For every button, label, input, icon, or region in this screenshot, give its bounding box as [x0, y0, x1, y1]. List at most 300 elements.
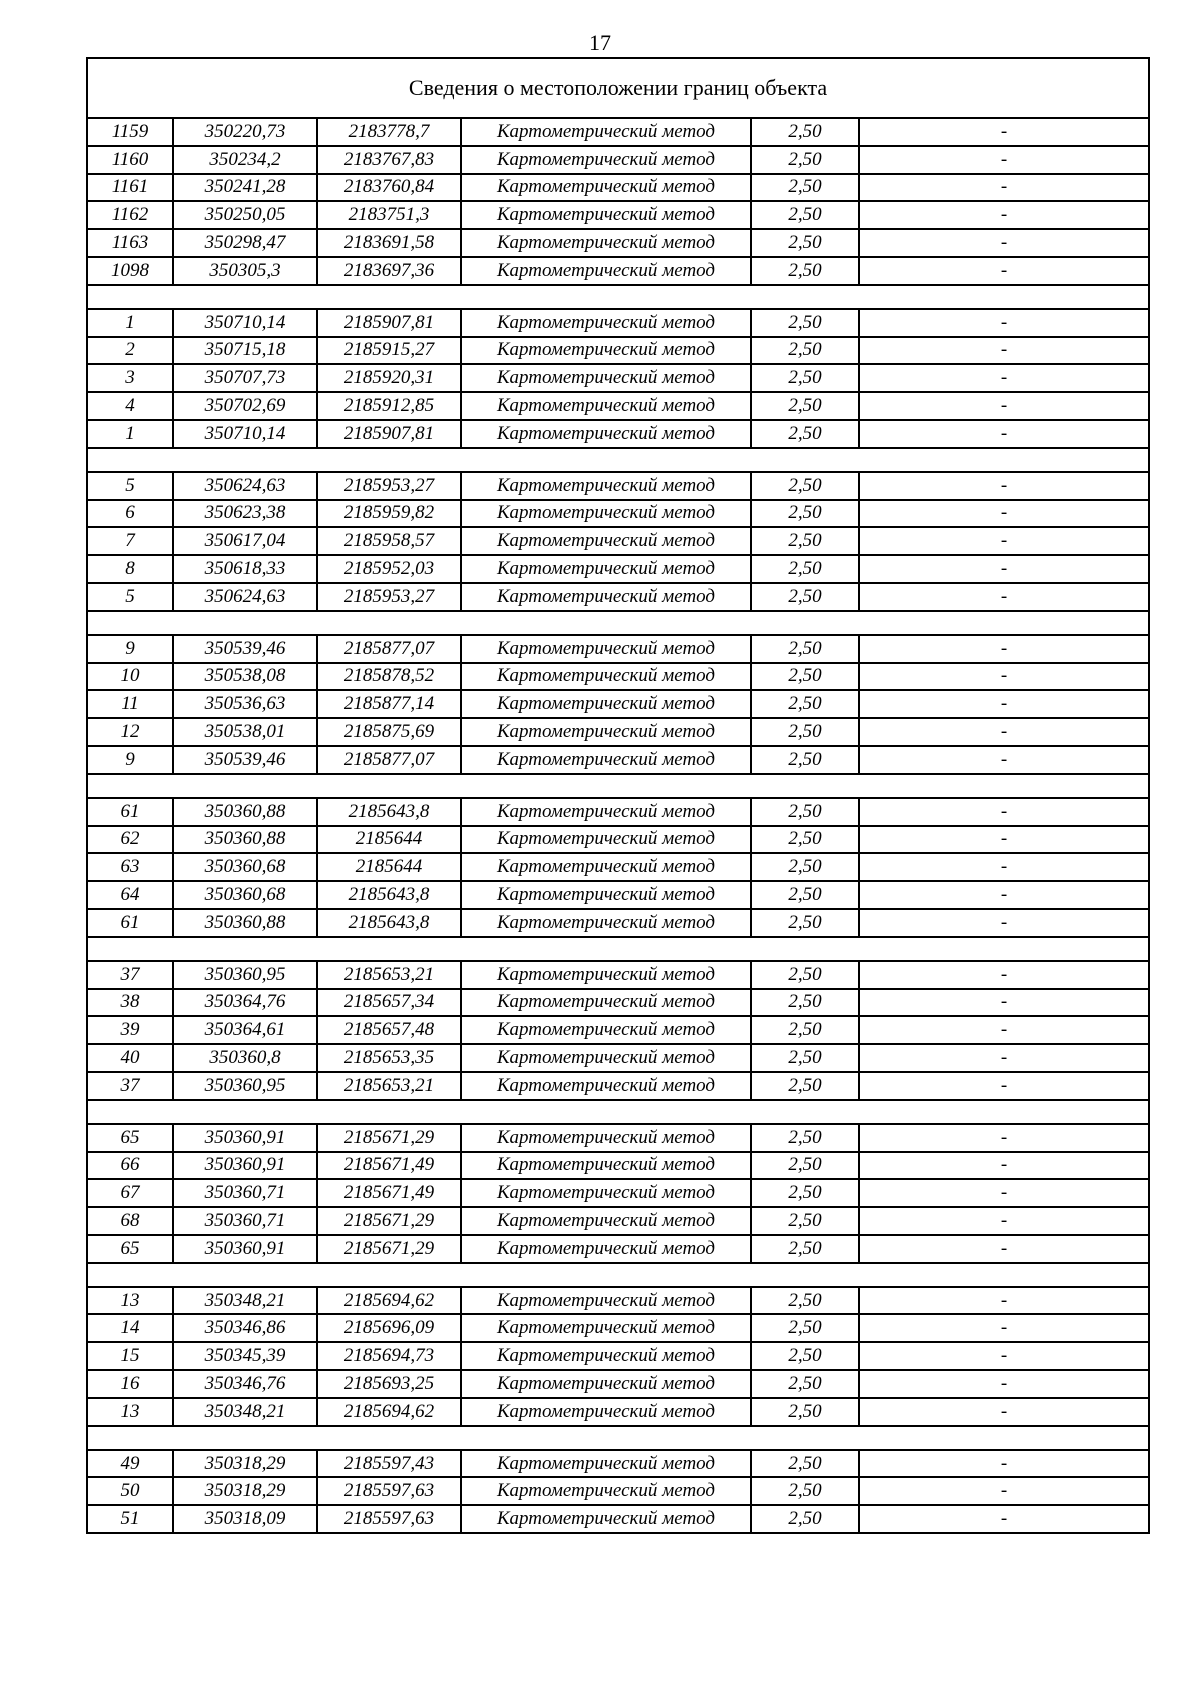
method-cell: Картометрический метод: [461, 174, 751, 202]
x-coordinate-cell: 350318,09: [173, 1505, 317, 1533]
point-number-cell: 39: [87, 1016, 173, 1044]
table-row: [87, 853, 1149, 881]
method-cell: Картометрический метод: [461, 663, 751, 691]
point-number-cell: 1163: [87, 229, 173, 257]
y-coordinate-cell: 2185877,14: [317, 690, 461, 718]
table-row: [87, 337, 1149, 365]
x-coordinate-cell: 350617,04: [173, 527, 317, 555]
method-cell: Картометрический метод: [461, 1152, 751, 1180]
description-cell: -: [859, 420, 1149, 448]
accuracy-cell: 2,50: [751, 1207, 859, 1235]
method-cell: Картометрический метод: [461, 420, 751, 448]
point-number-cell: 14: [87, 1314, 173, 1342]
accuracy-cell: 2,50: [751, 909, 859, 937]
y-coordinate-cell: 2185878,52: [317, 663, 461, 691]
description-cell: -: [859, 1342, 1149, 1370]
x-coordinate-cell: 350364,76: [173, 989, 317, 1017]
accuracy-cell: 2,50: [751, 201, 859, 229]
description-cell: -: [859, 881, 1149, 909]
table-row: [87, 1072, 1149, 1100]
group-separator-cell: [87, 1100, 1149, 1124]
method-cell: Картометрический метод: [461, 718, 751, 746]
method-cell: Картометрический метод: [461, 1477, 751, 1505]
table-header-row: [87, 58, 1149, 118]
table-row: [87, 635, 1149, 663]
method-cell: Картометрический метод: [461, 1016, 751, 1044]
description-cell: -: [859, 909, 1149, 937]
point-number-cell: 6: [87, 500, 173, 528]
description-cell: -: [859, 1314, 1149, 1342]
accuracy-cell: 2,50: [751, 690, 859, 718]
accuracy-cell: 2,50: [751, 1072, 859, 1100]
y-coordinate-cell: 2185671,29: [317, 1235, 461, 1263]
x-coordinate-cell: 350318,29: [173, 1477, 317, 1505]
description-cell: -: [859, 309, 1149, 337]
description-cell: -: [859, 527, 1149, 555]
y-coordinate-cell: 2185671,49: [317, 1152, 461, 1180]
description-cell: -: [859, 118, 1149, 146]
y-coordinate-cell: 2183767,83: [317, 146, 461, 174]
x-coordinate-cell: 350346,86: [173, 1314, 317, 1342]
point-number-cell: 64: [87, 881, 173, 909]
x-coordinate-cell: 350624,63: [173, 583, 317, 611]
group-separator-row: [87, 774, 1149, 798]
y-coordinate-cell: 2183760,84: [317, 174, 461, 202]
accuracy-cell: 2,50: [751, 663, 859, 691]
method-cell: Картометрический метод: [461, 635, 751, 663]
point-number-cell: 9: [87, 746, 173, 774]
table-row: [87, 1477, 1149, 1505]
description-cell: -: [859, 1152, 1149, 1180]
accuracy-cell: 2,50: [751, 1152, 859, 1180]
y-coordinate-cell: 2185694,62: [317, 1398, 461, 1426]
accuracy-cell: 2,50: [751, 1370, 859, 1398]
group-separator-cell: [87, 1426, 1149, 1450]
y-coordinate-cell: 2185671,29: [317, 1207, 461, 1235]
point-number-cell: 51: [87, 1505, 173, 1533]
method-cell: Картометрический метод: [461, 961, 751, 989]
page-number: 17: [589, 30, 611, 55]
x-coordinate-cell: 350539,46: [173, 635, 317, 663]
group-separator-cell: [87, 774, 1149, 798]
table-row: [87, 989, 1149, 1017]
y-coordinate-cell: 2185653,35: [317, 1044, 461, 1072]
accuracy-cell: 2,50: [751, 1124, 859, 1152]
table-row: [87, 1152, 1149, 1180]
y-coordinate-cell: 2185597,43: [317, 1450, 461, 1478]
table-row: [87, 1044, 1149, 1072]
method-cell: Картометрический метод: [461, 1044, 751, 1072]
x-coordinate-cell: 350360,88: [173, 909, 317, 937]
table-row: [87, 1314, 1149, 1342]
y-coordinate-cell: 2185653,21: [317, 1072, 461, 1100]
x-coordinate-cell: 350360,71: [173, 1179, 317, 1207]
x-coordinate-cell: 350345,39: [173, 1342, 317, 1370]
x-coordinate-cell: 350360,95: [173, 961, 317, 989]
table-row: [87, 174, 1149, 202]
accuracy-cell: 2,50: [751, 257, 859, 285]
y-coordinate-cell: 2185671,49: [317, 1179, 461, 1207]
table-row: [87, 527, 1149, 555]
table-row: [87, 1370, 1149, 1398]
table-title: Сведения о местоположении границ объекта: [87, 58, 1149, 118]
method-cell: Картометрический метод: [461, 583, 751, 611]
method-cell: Картометрический метод: [461, 527, 751, 555]
description-cell: -: [859, 989, 1149, 1017]
description-cell: -: [859, 746, 1149, 774]
table-row: [87, 500, 1149, 528]
x-coordinate-cell: 350348,21: [173, 1287, 317, 1315]
description-cell: -: [859, 798, 1149, 826]
point-number-cell: 50: [87, 1477, 173, 1505]
accuracy-cell: 2,50: [751, 826, 859, 854]
accuracy-cell: 2,50: [751, 583, 859, 611]
method-cell: Картометрический метод: [461, 1072, 751, 1100]
point-number-cell: 1159: [87, 118, 173, 146]
y-coordinate-cell: 2185644: [317, 826, 461, 854]
method-cell: Картометрический метод: [461, 229, 751, 257]
x-coordinate-cell: 350298,47: [173, 229, 317, 257]
group-separator-cell: [87, 448, 1149, 472]
y-coordinate-cell: 2185915,27: [317, 337, 461, 365]
table-row: [87, 555, 1149, 583]
y-coordinate-cell: 2185953,27: [317, 472, 461, 500]
y-coordinate-cell: 2185657,48: [317, 1016, 461, 1044]
method-cell: Картометрический метод: [461, 392, 751, 420]
point-number-cell: 38: [87, 989, 173, 1017]
point-number-cell: 11: [87, 690, 173, 718]
accuracy-cell: 2,50: [751, 118, 859, 146]
accuracy-cell: 2,50: [751, 1016, 859, 1044]
method-cell: Картометрический метод: [461, 1179, 751, 1207]
group-separator-row: [87, 1263, 1149, 1287]
method-cell: Картометрический метод: [461, 826, 751, 854]
x-coordinate-cell: 350360,91: [173, 1235, 317, 1263]
method-cell: Картометрический метод: [461, 146, 751, 174]
boundary-coordinates-table: [86, 57, 1150, 1534]
table-row: [87, 1398, 1149, 1426]
point-number-cell: 12: [87, 718, 173, 746]
y-coordinate-cell: 2185643,8: [317, 909, 461, 937]
method-cell: Картометрический метод: [461, 337, 751, 365]
point-number-cell: 13: [87, 1287, 173, 1315]
point-number-cell: 63: [87, 853, 173, 881]
accuracy-cell: 2,50: [751, 420, 859, 448]
table-row: [87, 909, 1149, 937]
x-coordinate-cell: 350715,18: [173, 337, 317, 365]
accuracy-cell: 2,50: [751, 174, 859, 202]
group-separator-row: [87, 611, 1149, 635]
point-number-cell: 37: [87, 961, 173, 989]
table-row: [87, 881, 1149, 909]
table-row: [87, 1342, 1149, 1370]
method-cell: Картометрический метод: [461, 1287, 751, 1315]
description-cell: -: [859, 337, 1149, 365]
y-coordinate-cell: 2185597,63: [317, 1505, 461, 1533]
point-number-cell: 13: [87, 1398, 173, 1426]
method-cell: Картометрический метод: [461, 881, 751, 909]
y-coordinate-cell: 2183751,3: [317, 201, 461, 229]
table-row: [87, 118, 1149, 146]
y-coordinate-cell: 2185907,81: [317, 420, 461, 448]
y-coordinate-cell: 2185912,85: [317, 392, 461, 420]
table-row: [87, 663, 1149, 691]
description-cell: -: [859, 146, 1149, 174]
description-cell: -: [859, 229, 1149, 257]
method-cell: Картометрический метод: [461, 690, 751, 718]
method-cell: Картометрический метод: [461, 364, 751, 392]
accuracy-cell: 2,50: [751, 1235, 859, 1263]
accuracy-cell: 2,50: [751, 309, 859, 337]
point-number-cell: 15: [87, 1342, 173, 1370]
x-coordinate-cell: 350618,33: [173, 555, 317, 583]
x-coordinate-cell: 350220,73: [173, 118, 317, 146]
description-cell: -: [859, 690, 1149, 718]
description-cell: -: [859, 201, 1149, 229]
description-cell: -: [859, 174, 1149, 202]
method-cell: Картометрический метод: [461, 1505, 751, 1533]
description-cell: -: [859, 1179, 1149, 1207]
accuracy-cell: 2,50: [751, 635, 859, 663]
x-coordinate-cell: 350241,28: [173, 174, 317, 202]
description-cell: -: [859, 1044, 1149, 1072]
method-cell: Картометрический метод: [461, 909, 751, 937]
y-coordinate-cell: 2185657,34: [317, 989, 461, 1017]
x-coordinate-cell: 350364,61: [173, 1016, 317, 1044]
point-number-cell: 68: [87, 1207, 173, 1235]
y-coordinate-cell: 2185643,8: [317, 798, 461, 826]
description-cell: -: [859, 1477, 1149, 1505]
point-number-cell: 65: [87, 1124, 173, 1152]
method-cell: Картометрический метод: [461, 500, 751, 528]
method-cell: Картометрический метод: [461, 309, 751, 337]
accuracy-cell: 2,50: [751, 337, 859, 365]
description-cell: -: [859, 392, 1149, 420]
description-cell: -: [859, 1016, 1149, 1044]
description-cell: -: [859, 663, 1149, 691]
point-number-cell: 1098: [87, 257, 173, 285]
table-row: [87, 826, 1149, 854]
table-row: [87, 961, 1149, 989]
description-cell: -: [859, 635, 1149, 663]
x-coordinate-cell: 350360,71: [173, 1207, 317, 1235]
x-coordinate-cell: 350702,69: [173, 392, 317, 420]
method-cell: Картометрический метод: [461, 798, 751, 826]
x-coordinate-cell: 350536,63: [173, 690, 317, 718]
description-cell: -: [859, 1207, 1149, 1235]
y-coordinate-cell: 2185597,63: [317, 1477, 461, 1505]
x-coordinate-cell: 350707,73: [173, 364, 317, 392]
x-coordinate-cell: 350360,68: [173, 853, 317, 881]
table-row: [87, 1179, 1149, 1207]
accuracy-cell: 2,50: [751, 146, 859, 174]
accuracy-cell: 2,50: [751, 989, 859, 1017]
method-cell: Картометрический метод: [461, 1450, 751, 1478]
point-number-cell: 8: [87, 555, 173, 583]
accuracy-cell: 2,50: [751, 718, 859, 746]
x-coordinate-cell: 350360,88: [173, 826, 317, 854]
table-row: [87, 1450, 1149, 1478]
description-cell: -: [859, 718, 1149, 746]
table-row: [87, 1016, 1149, 1044]
method-cell: Картометрический метод: [461, 118, 751, 146]
point-number-cell: 4: [87, 392, 173, 420]
method-cell: Картометрический метод: [461, 257, 751, 285]
point-number-cell: 2: [87, 337, 173, 365]
point-number-cell: 7: [87, 527, 173, 555]
accuracy-cell: 2,50: [751, 1398, 859, 1426]
y-coordinate-cell: 2183697,36: [317, 257, 461, 285]
accuracy-cell: 2,50: [751, 500, 859, 528]
x-coordinate-cell: 350360,91: [173, 1152, 317, 1180]
group-separator-cell: [87, 1263, 1149, 1287]
group-separator-row: [87, 1426, 1149, 1450]
table-row: [87, 1124, 1149, 1152]
method-cell: Картометрический метод: [461, 1370, 751, 1398]
table-row: [87, 257, 1149, 285]
accuracy-cell: 2,50: [751, 798, 859, 826]
y-coordinate-cell: 2185696,09: [317, 1314, 461, 1342]
point-number-cell: 3: [87, 364, 173, 392]
accuracy-cell: 2,50: [751, 555, 859, 583]
description-cell: -: [859, 1124, 1149, 1152]
y-coordinate-cell: 2185875,69: [317, 718, 461, 746]
group-separator-cell: [87, 285, 1149, 309]
description-cell: -: [859, 826, 1149, 854]
table-row: [87, 583, 1149, 611]
accuracy-cell: 2,50: [751, 1477, 859, 1505]
description-cell: -: [859, 555, 1149, 583]
x-coordinate-cell: 350346,76: [173, 1370, 317, 1398]
description-cell: -: [859, 583, 1149, 611]
accuracy-cell: 2,50: [751, 364, 859, 392]
method-cell: Картометрический метод: [461, 555, 751, 583]
point-number-cell: 10: [87, 663, 173, 691]
method-cell: Картометрический метод: [461, 1124, 751, 1152]
point-number-cell: 61: [87, 798, 173, 826]
group-separator-row: [87, 937, 1149, 961]
method-cell: Картометрический метод: [461, 1342, 751, 1370]
point-number-cell: 37: [87, 1072, 173, 1100]
accuracy-cell: 2,50: [751, 1179, 859, 1207]
table-row: [87, 201, 1149, 229]
method-cell: Картометрический метод: [461, 472, 751, 500]
table-row: [87, 746, 1149, 774]
group-separator-row: [87, 285, 1149, 309]
point-number-cell: 1161: [87, 174, 173, 202]
point-number-cell: 62: [87, 826, 173, 854]
accuracy-cell: 2,50: [751, 1450, 859, 1478]
method-cell: Картометрический метод: [461, 989, 751, 1017]
point-number-cell: 9: [87, 635, 173, 663]
x-coordinate-cell: 350360,8: [173, 1044, 317, 1072]
x-coordinate-cell: 350305,3: [173, 257, 317, 285]
group-separator-row: [87, 448, 1149, 472]
method-cell: Картометрический метод: [461, 1235, 751, 1263]
accuracy-cell: 2,50: [751, 881, 859, 909]
accuracy-cell: 2,50: [751, 1314, 859, 1342]
y-coordinate-cell: 2185671,29: [317, 1124, 461, 1152]
description-cell: -: [859, 1287, 1149, 1315]
table-row: [87, 718, 1149, 746]
description-cell: -: [859, 1398, 1149, 1426]
table-row: [87, 1287, 1149, 1315]
description-cell: -: [859, 500, 1149, 528]
table-row: [87, 690, 1149, 718]
group-separator-cell: [87, 937, 1149, 961]
table-body: [87, 58, 1149, 1533]
accuracy-cell: 2,50: [751, 392, 859, 420]
x-coordinate-cell: 350360,91: [173, 1124, 317, 1152]
point-number-cell: 1: [87, 420, 173, 448]
method-cell: Картометрический метод: [461, 201, 751, 229]
accuracy-cell: 2,50: [751, 527, 859, 555]
point-number-cell: 65: [87, 1235, 173, 1263]
x-coordinate-cell: 350250,05: [173, 201, 317, 229]
y-coordinate-cell: 2185920,31: [317, 364, 461, 392]
y-coordinate-cell: 2185952,03: [317, 555, 461, 583]
point-number-cell: 40: [87, 1044, 173, 1072]
accuracy-cell: 2,50: [751, 1287, 859, 1315]
x-coordinate-cell: 350360,88: [173, 798, 317, 826]
y-coordinate-cell: 2185877,07: [317, 635, 461, 663]
x-coordinate-cell: 350710,14: [173, 420, 317, 448]
accuracy-cell: 2,50: [751, 746, 859, 774]
table-row: [87, 1235, 1149, 1263]
table-row: [87, 472, 1149, 500]
point-number-cell: 1160: [87, 146, 173, 174]
y-coordinate-cell: 2185959,82: [317, 500, 461, 528]
description-cell: -: [859, 257, 1149, 285]
method-cell: Картометрический метод: [461, 1398, 751, 1426]
table-row: [87, 229, 1149, 257]
table-row: [87, 798, 1149, 826]
y-coordinate-cell: 2185958,57: [317, 527, 461, 555]
x-coordinate-cell: 350234,2: [173, 146, 317, 174]
point-number-cell: 66: [87, 1152, 173, 1180]
method-cell: Картометрический метод: [461, 1314, 751, 1342]
table-row: [87, 1505, 1149, 1533]
description-cell: -: [859, 1235, 1149, 1263]
description-cell: -: [859, 364, 1149, 392]
description-cell: -: [859, 1370, 1149, 1398]
x-coordinate-cell: 350624,63: [173, 472, 317, 500]
y-coordinate-cell: 2185643,8: [317, 881, 461, 909]
y-coordinate-cell: 2183691,58: [317, 229, 461, 257]
table-row: [87, 146, 1149, 174]
description-cell: -: [859, 1505, 1149, 1533]
group-separator-cell: [87, 611, 1149, 635]
x-coordinate-cell: 350318,29: [173, 1450, 317, 1478]
point-number-cell: 16: [87, 1370, 173, 1398]
y-coordinate-cell: 2185953,27: [317, 583, 461, 611]
x-coordinate-cell: 350360,68: [173, 881, 317, 909]
table-row: [87, 392, 1149, 420]
point-number-cell: 1: [87, 309, 173, 337]
y-coordinate-cell: 2185694,73: [317, 1342, 461, 1370]
description-cell: -: [859, 961, 1149, 989]
accuracy-cell: 2,50: [751, 1505, 859, 1533]
method-cell: Картометрический метод: [461, 746, 751, 774]
x-coordinate-cell: 350348,21: [173, 1398, 317, 1426]
x-coordinate-cell: 350538,01: [173, 718, 317, 746]
x-coordinate-cell: 350623,38: [173, 500, 317, 528]
accuracy-cell: 2,50: [751, 961, 859, 989]
table-row: [87, 420, 1149, 448]
table-row: [87, 309, 1149, 337]
y-coordinate-cell: 2185907,81: [317, 309, 461, 337]
description-cell: -: [859, 1450, 1149, 1478]
